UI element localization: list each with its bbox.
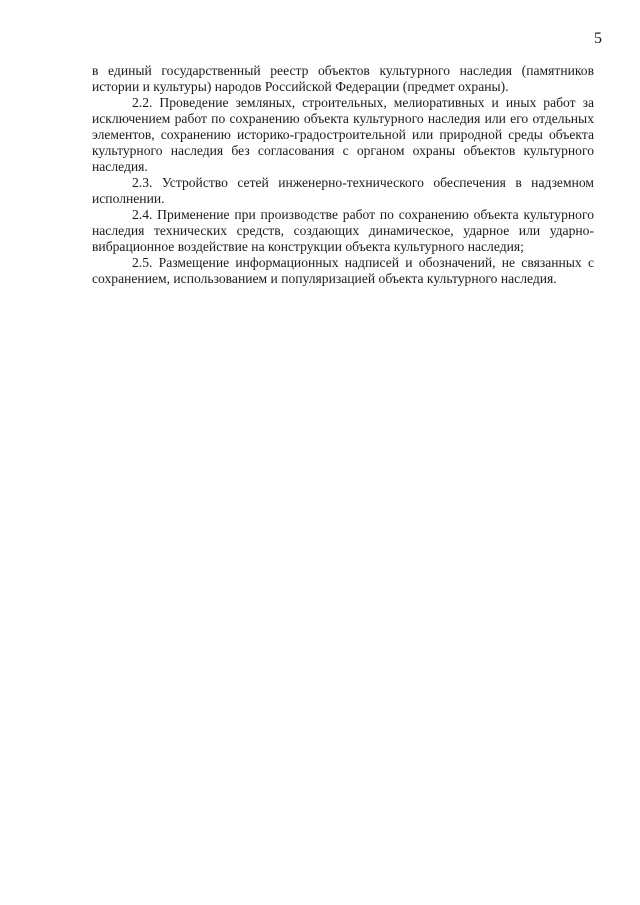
paragraph-2-2: 2.2. Проведение земляных, строительных, мелиоративных и иных работ за исключением работ по сохранению объекта культурного наследия или его отдельных элементов, сохранению историко-градостроительной или природной среды объекта культурного наследия без согласования с органом охраны объектов культурного наследия. — [92, 95, 594, 174]
paragraph-2-4: 2.4. Применение при производстве работ по сохранению объекта культурного наследия технических средств, создающих динамическое, ударное или ударно-вибрационное воздействие на конструкции объекта культурного наследия; — [92, 207, 594, 254]
paragraph-2-5: 2.5. Размещение информационных надписей и обозначений, не связанных с сохранением, использованием и популяризацией объекта культурного наследия. — [92, 255, 594, 286]
page-number: 5 — [594, 30, 602, 47]
paragraph-continuation: в единый государственный реестр объектов культурного наследия (памятников истории и культуры) народов Российской Федерации (предмет охраны). — [92, 63, 594, 94]
paragraph-2-3: 2.3. Устройство сетей инженерно-технического обеспечения в надземном исполнении. — [92, 175, 594, 206]
document-body — [92, 63, 594, 287]
